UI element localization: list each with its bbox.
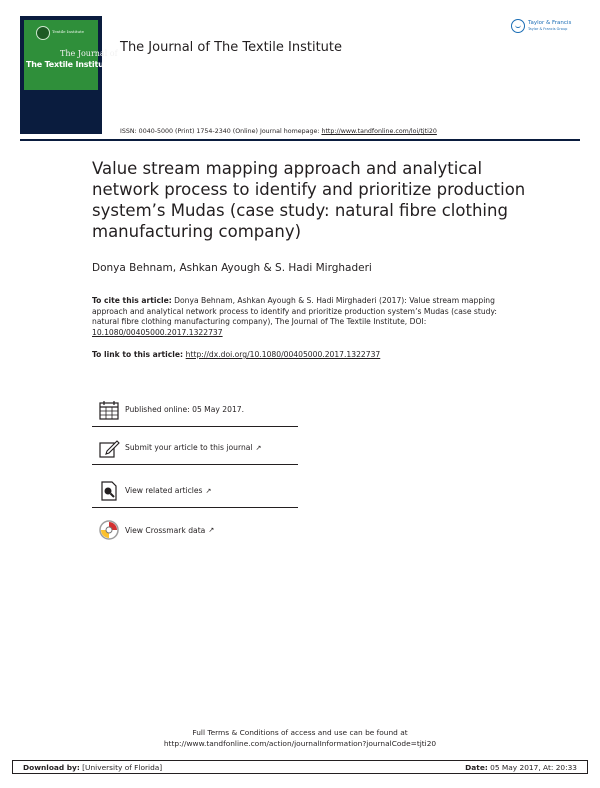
downloaded-value: [University of Florida] xyxy=(79,762,163,772)
issn-text: ISSN: 0040-5000 (Print) 1754-2340 (Online) Journal homepage: xyxy=(120,128,322,135)
terms-line1: Full Terms & Conditions of access and use can be found at xyxy=(192,728,408,737)
external-link-icon: ↗ xyxy=(255,443,262,452)
article-authors: Donya Behnam, Ashkan Ayough & S. Hadi Mirghaderi xyxy=(92,262,372,274)
related-articles-button[interactable] xyxy=(92,474,298,508)
publisher-logo xyxy=(511,18,583,34)
article-link-line xyxy=(92,350,380,359)
downloaded-label: Download by: xyxy=(23,762,80,772)
external-link-icon: ↗ xyxy=(208,526,215,534)
published-online-row xyxy=(92,393,298,427)
taylor-francis-logo-icon xyxy=(511,19,525,33)
cover-title-line2: The Textile Institute xyxy=(26,60,113,69)
cover-crest-label: Textile Institute xyxy=(52,29,85,34)
journal-cover xyxy=(20,16,118,134)
submit-article-button[interactable] xyxy=(92,431,298,465)
date-value: 05 May 2017, At: 20:33 xyxy=(487,762,577,772)
cite-text: Donya Behnam, Ashkan Ayough & S. Hadi Mirghaderi (2017): Value stream mapping approach and analytical network process to identify and prioritize production system’s Mudas (case study: natural fibre clothing manufacturing company), The Journal of The Textile Institute, DOI: xyxy=(92,296,497,327)
doi-link[interactable]: 10.1080/00405000.2017.1322737 xyxy=(92,327,223,337)
published-online-text: Published online: 05 May 2017. xyxy=(125,405,245,414)
logo-sub-text: Taylor & Francis Group xyxy=(528,26,568,31)
terms-block xyxy=(0,728,600,749)
search-document-icon xyxy=(98,480,120,502)
terms-url-link[interactable]: http://www.tandfonline.com/action/journalInformation?journalCode=tjti20 xyxy=(163,738,437,748)
crossmark-icon xyxy=(98,519,120,541)
crest-icon xyxy=(36,26,50,40)
article-title: Value stream mapping approach and analytical network process to identify and prioritize production system’s Mudas (case study: natural fibre clothing manufacturing company) xyxy=(92,159,526,241)
citation-block xyxy=(92,296,524,338)
downloaded-by xyxy=(23,763,162,772)
journal-name: The Journal of The Textile Institute xyxy=(120,40,343,55)
crossmark-button[interactable] xyxy=(92,513,298,547)
submit-article-label: Submit your article to this journal xyxy=(125,443,253,452)
article-link[interactable]: http://dx.doi.org/10.1080/00405000.2017.1322737 xyxy=(185,350,381,359)
date-label: Date: xyxy=(465,762,488,772)
crossmark-label: View Crossmark data xyxy=(125,525,206,535)
link-label: To link to this article: xyxy=(92,350,186,359)
cite-label: To cite this article: xyxy=(92,296,172,305)
external-link-icon: ↗ xyxy=(205,486,212,495)
issn-line xyxy=(120,128,437,135)
edit-icon xyxy=(98,437,120,459)
cover-title-line1: The Journal of xyxy=(60,49,118,58)
header-rule xyxy=(20,139,580,141)
logo-main-text: Taylor & Francis xyxy=(528,20,572,26)
calendar-icon xyxy=(98,399,120,421)
related-articles-label: View related articles xyxy=(125,486,203,495)
download-bar xyxy=(12,760,588,774)
journal-homepage-link[interactable]: http://www.tandfonline.com/loi/tjti20 xyxy=(321,128,437,135)
download-date xyxy=(465,763,577,772)
